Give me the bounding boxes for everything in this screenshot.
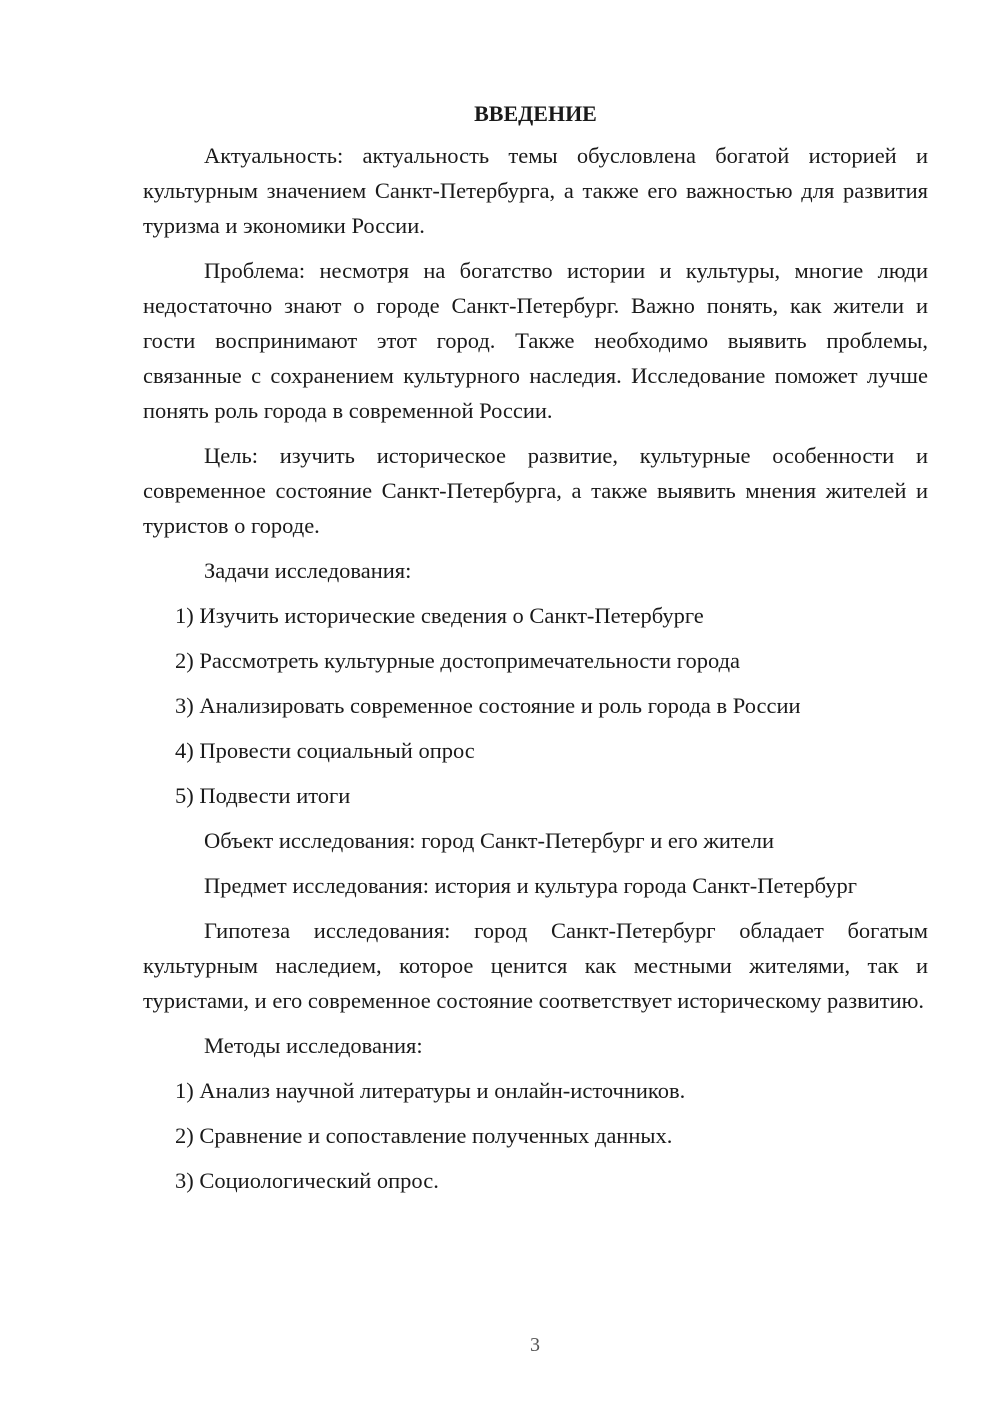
document-page <box>143 96 928 1208</box>
list-item: 2) Рассмотреть культурные достопримечательности города <box>175 648 741 673</box>
goal-paragraph: Цель: изучить историческое развитие, культурные особенности и современное состояние Санкт-Петербурга, а также выявить мнения жителей и туристов о городе. <box>143 443 928 538</box>
section-title: ВВЕДЕНИЕ <box>474 101 597 126</box>
list-item: 5) Подвести итоги <box>175 783 351 808</box>
hypothesis-paragraph: Гипотеза исследования: город Санкт-Петербург обладает богатым культурным наследием, которое ценится как местными жителями, так и туристами, и его современное состояние соответствует историческому развитию. <box>143 918 928 1013</box>
problem-paragraph: Проблема: несмотря на богатство истории и культуры, многие люди недостаточно знают о городе Санкт-Петербург. Важно понять, как жители и гости воспринимают этот город. Также необходимо выявить проблемы, связанные с сохранением культурного наследия. Исследование поможет лучше понять роль города в современной России. <box>143 258 928 423</box>
tasks-list <box>143 598 928 813</box>
tasks-heading: Задачи исследования: <box>204 558 412 583</box>
methods-list <box>143 1073 928 1198</box>
subject-paragraph: Предмет исследования: история и культура города Санкт-Петербург <box>204 873 857 898</box>
object-paragraph: Объект исследования: город Санкт-Петербург и его жители <box>204 828 775 853</box>
relevance-paragraph: Актуальность: актуальность темы обусловлена богатой историей и культурным значением Санкт-Петербурга, а также его важностью для развития туризма и экономики России. <box>143 143 928 238</box>
page-number: 3 <box>530 1334 540 1356</box>
list-item: 1) Изучить исторические сведения о Санкт-Петербурге <box>175 603 704 628</box>
list-item: 1) Анализ научной литературы и онлайн-источников. <box>175 1078 686 1103</box>
list-item: 2) Сравнение и сопоставление полученных данных. <box>175 1123 673 1148</box>
list-item: 3) Социологический опрос. <box>175 1168 439 1193</box>
list-item: 4) Провести социальный опрос <box>175 738 475 763</box>
list-item: 3) Анализировать современное состояние и роль города в России <box>175 693 801 718</box>
methods-heading: Методы исследования: <box>204 1033 423 1058</box>
